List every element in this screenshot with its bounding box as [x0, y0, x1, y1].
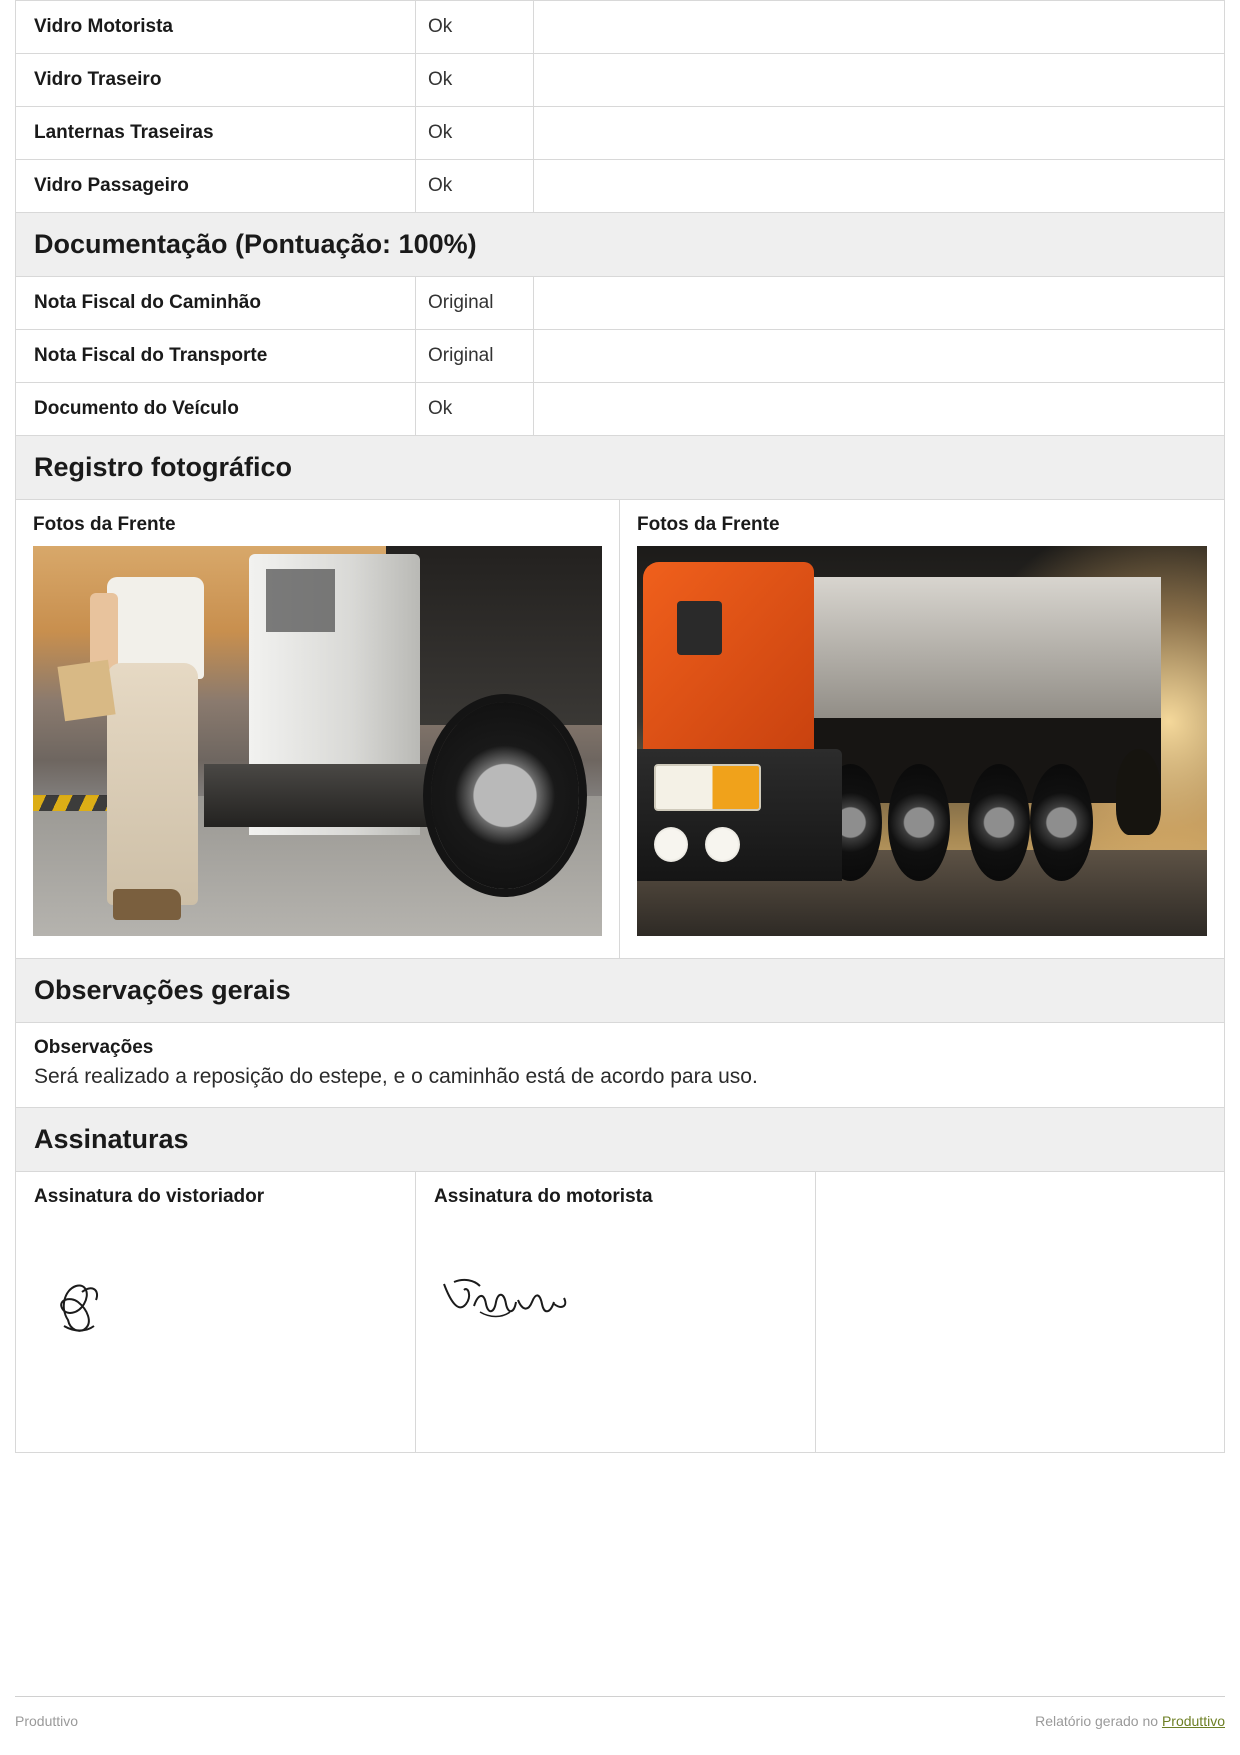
item-value: Original	[416, 330, 534, 382]
photo-gallery	[16, 500, 1224, 959]
item-label: Vidro Passageiro	[16, 160, 416, 212]
item-label: Nota Fiscal do Caminhão	[16, 277, 416, 329]
photo-item	[16, 500, 620, 958]
photo-caption: Fotos da Frente	[33, 514, 176, 535]
observations-text: Será realizado a reposição do estepe, e o caminhão está de acordo para uso.	[34, 1065, 758, 1088]
table-row	[16, 383, 1224, 436]
item-notes	[534, 277, 1224, 329]
item-label: Lanternas Traseiras	[16, 107, 416, 159]
section-header-documentacao: Documentação (Pontuação: 100%)	[16, 213, 1224, 277]
item-label: Vidro Traseiro	[16, 54, 416, 106]
footer-generated-text: Relatório gerado no	[1035, 1713, 1162, 1729]
table-row	[16, 160, 1224, 213]
item-value: Ok	[416, 1, 534, 53]
photo-item	[620, 500, 1224, 958]
observations-label: Observações	[34, 1037, 154, 1058]
footer-generated-by	[1035, 1713, 1225, 1729]
section-header-registro-fotografico: Registro fotográfico	[16, 436, 1224, 500]
item-value: Ok	[416, 107, 534, 159]
signature-image-motorista	[434, 1256, 797, 1346]
table-row	[16, 107, 1224, 160]
item-label: Nota Fiscal do Transporte	[16, 330, 416, 382]
item-notes	[534, 160, 1224, 212]
signature-field-vistoriador	[16, 1172, 416, 1452]
item-label: Vidro Motorista	[16, 1, 416, 53]
table-row	[16, 54, 1224, 107]
table-row	[16, 1, 1224, 54]
footer-brand: Produttivo	[15, 1713, 79, 1729]
item-notes	[534, 330, 1224, 382]
item-label: Documento do Veículo	[16, 383, 416, 435]
item-value: Ok	[416, 383, 534, 435]
item-value: Original	[416, 277, 534, 329]
section-header-assinaturas: Assinaturas	[16, 1108, 1224, 1172]
signature-image-vistoriador	[34, 1256, 397, 1346]
photo-caption: Fotos da Frente	[637, 514, 780, 535]
item-notes	[534, 54, 1224, 106]
signatures-row	[16, 1172, 1224, 1453]
photo-orange-truck-front-in-warehouse	[637, 546, 1207, 936]
signature-label: Assinatura do vistoriador	[34, 1186, 265, 1207]
item-value: Ok	[416, 54, 534, 106]
photo-worker-walking-beside-white-truck	[33, 546, 602, 936]
signature-label: Assinatura do motorista	[434, 1186, 653, 1207]
item-notes	[534, 383, 1224, 435]
table-row	[16, 330, 1224, 383]
report-document	[15, 0, 1225, 1453]
item-value: Ok	[416, 160, 534, 212]
page-footer	[15, 1696, 1225, 1729]
signature-field-motorista	[416, 1172, 816, 1452]
item-notes	[534, 107, 1224, 159]
signature-field-empty	[816, 1172, 1224, 1452]
item-notes	[534, 1, 1224, 53]
observations-block	[16, 1023, 1224, 1108]
section-header-observacoes-gerais: Observações gerais	[16, 959, 1224, 1023]
table-row	[16, 277, 1224, 330]
footer-produttivo-link[interactable]: Produttivo	[1161, 1713, 1225, 1729]
